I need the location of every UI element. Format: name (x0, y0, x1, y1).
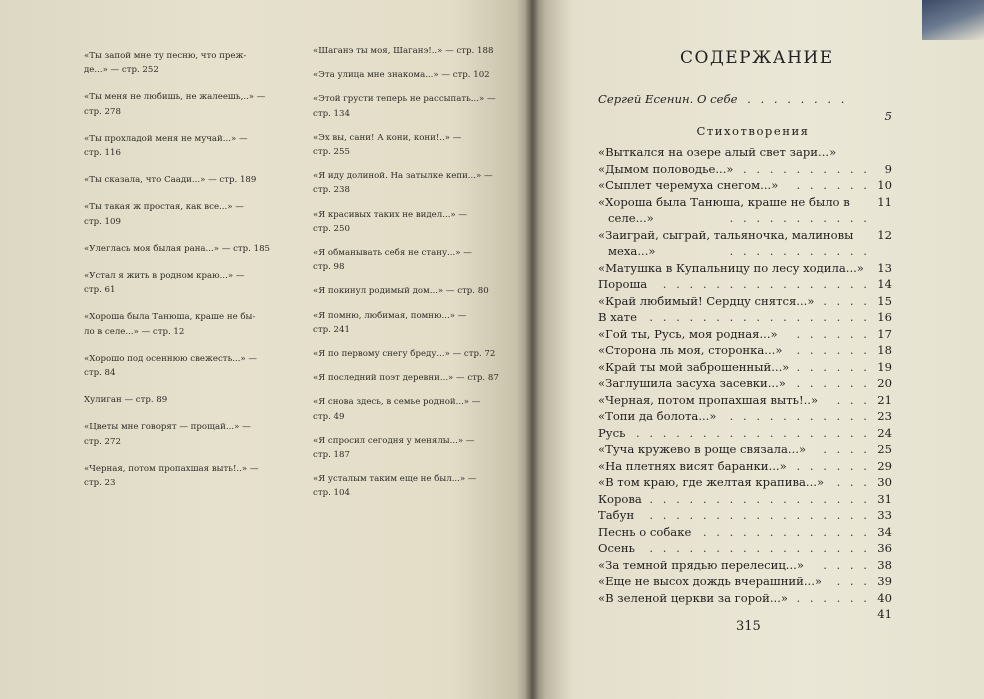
toc-entry-page: 19 (877, 359, 892, 374)
toc-entry-title: «Матушка в Купальницу по лесу ходила...» (598, 260, 864, 275)
toc-author-page: 5 (884, 109, 892, 123)
index-entry (313, 44, 513, 58)
index-entry-line1: «Я последний поэт деревни...» — стр. 87 (313, 373, 499, 384)
toc-entry-title: Корова (598, 491, 642, 506)
toc-entry-dots: . . . . . . (796, 458, 870, 473)
toc-entry-dots: . . . . . . . . . . . . . . . . . (649, 541, 870, 555)
toc-entry-title: «На плетнях висят баранки...» (598, 458, 787, 473)
toc-entry-title: «В зеленой церкви за горой...» (598, 590, 789, 605)
index-entry-line1: «Ты сказала, что Саади...» — стр. 189 (84, 175, 257, 186)
index-entry-line1: «Эта улица мне знакома...» — стр. 102 (313, 70, 490, 81)
index-entry (313, 395, 513, 423)
toc-entry-page: 14 (877, 277, 892, 291)
toc-entry-page: 23 (877, 409, 892, 423)
book-cover-edge (922, 0, 984, 40)
index-entry (84, 462, 276, 490)
toc-entry (598, 408, 894, 425)
toc-entry-title: «Еще не высох дождь вчерашний...» (598, 574, 823, 588)
toc-entry-dots: . . . . . . . . . . . (729, 244, 870, 258)
toc-entry (598, 573, 894, 590)
toc-entry (598, 326, 894, 343)
index-entry-line1: «Шаганэ ты моя, Шаганэ!..» — стр. 188 (313, 46, 494, 56)
toc-entry-dots: . . . . . . (796, 343, 870, 357)
toc-entry-dots: . . . . . . (796, 326, 870, 341)
toc-entry-dots: . . . (836, 392, 870, 407)
toc-entry (598, 260, 894, 277)
toc-entry (598, 458, 894, 475)
toc-entry-title-cont: селе...» (608, 211, 654, 225)
toc-entry-title: Пороша (598, 277, 648, 291)
contents-title: СОДЕРЖАНИЕ (680, 48, 834, 68)
toc-entries (598, 144, 894, 623)
toc-entry (598, 177, 894, 194)
toc-entry-title: «Туча кружево в роще связала...» (598, 442, 807, 456)
index-entry-line1: «Ты меня не любишь, не жалеешь,..» — (84, 92, 266, 103)
index-entry-line1: «Я иду долиной. На затылке кепи...» — (313, 171, 493, 182)
toc-entry-dots: . . . . . . (796, 178, 870, 192)
toc-entry-title: «Дымом половодье...» (598, 161, 734, 176)
toc-entry-page: 18 (877, 343, 892, 357)
toc-entry-page: 39 (877, 574, 892, 588)
index-entry (313, 284, 513, 298)
index-entry-line1: «Я снова здесь, в семье родной...» — (313, 397, 481, 408)
index-entry (84, 90, 276, 118)
toc-entry-page: 15 (877, 293, 892, 308)
index-entry (84, 49, 276, 77)
index-entry-line1: «Я покинул родимый дом...» — стр. 80 (313, 286, 489, 297)
toc-entry-page: 25 (877, 442, 892, 456)
index-entry-line2: стр. 272 (84, 436, 121, 447)
toc-entry (598, 359, 894, 376)
index-entry-line1: «Черная, потом пропахшая выть!..» — (84, 463, 259, 474)
index-entry-line1: «Ты прохладой меня не мучай...» — (84, 133, 248, 144)
toc-entry-title: Осень (598, 541, 635, 555)
table-of-contents (598, 92, 894, 623)
toc-entry-dots: . . . (836, 574, 870, 588)
index-entry (84, 393, 276, 407)
toc-entry-title: «Сыплет черемуха снегом...» (598, 178, 779, 192)
index-entry-line2: стр. 116 (84, 148, 121, 159)
index-entry-line1: «Я спросил сегодня у менялы...» — (313, 435, 475, 446)
toc-author-text: Сергей Есенин. О себе (598, 92, 738, 106)
index-entry (84, 242, 276, 256)
index-entry-line1: «Эх вы, сани! А кони, кони!..» — (313, 132, 462, 143)
toc-entry-title-cont: меха...» (608, 244, 656, 258)
toc-entry (598, 557, 894, 574)
toc-entry-title: «Край ты мой заброшенный...» (598, 359, 790, 374)
toc-entry-title: «Гой ты, Русь, моя родная...» (598, 326, 778, 341)
toc-entry-dots: . . . . . . (796, 376, 870, 390)
index-entry-line1: «Ты запой мне ту песню, что преж- (84, 51, 247, 61)
index-entry-line1: «Устал я жить в родном краю...» — (84, 271, 245, 282)
toc-author-entry (598, 92, 894, 124)
index-entry (313, 208, 513, 236)
toc-entry-page: 21 (877, 392, 892, 407)
index-entry-line1: «Я красивых таких не видел...» — (313, 209, 468, 220)
index-entry-line1: «Хороша была Танюша, краше не бы- (84, 312, 256, 323)
toc-author-dots: . . . . . . . . (747, 92, 848, 106)
toc-entry-title: «Сторона ль моя, сторонка...» (598, 343, 783, 357)
index-entry-line1: «Я усталым таким еще не был...» — (313, 474, 477, 485)
toc-entry-title: Песнь о собаке (598, 524, 692, 539)
toc-entry-title: В хате (598, 310, 637, 324)
index-entry-line2: де...» — стр. 252 (84, 65, 159, 76)
toc-entry-dots: . . . . (823, 293, 870, 308)
toc-entry-dots: . . . . . . . . . . . (729, 211, 870, 225)
index-entry (84, 420, 276, 448)
index-entry-line2: стр. 238 (313, 185, 350, 196)
toc-entry-page: 30 (877, 475, 892, 489)
toc-entry-page: 17 (877, 326, 892, 341)
toc-entry-dots: . . . . . . . . . . . . . . . . . . (636, 425, 870, 440)
index-entry (313, 309, 513, 337)
toc-entry-page: 24 (877, 425, 892, 440)
page-number: 315 (736, 619, 761, 634)
toc-entry-page: 10 (877, 178, 892, 192)
index-entry (84, 200, 276, 228)
toc-entry-title: «Заглушила засуха засевки...» (598, 376, 786, 390)
index-entry (84, 310, 276, 338)
toc-entry-title: «Топи да болота...» (598, 409, 717, 423)
toc-entry-page: 9 (884, 161, 892, 176)
index-entry-line2: стр. 278 (84, 106, 121, 117)
index-entry (84, 173, 276, 187)
toc-entry-dots: . . . . . . . . . . . . . . . . . (649, 508, 870, 522)
toc-entry (598, 392, 894, 409)
toc-entry (598, 144, 894, 161)
index-entry-line2: стр. 134 (313, 108, 350, 119)
toc-entry-title: «Выткался на озере алый свет зари...» (598, 145, 837, 159)
toc-entry-title: «Черная, потом пропахшая выть!..» (598, 392, 819, 407)
toc-entry-dots: . . . . (823, 557, 870, 572)
toc-entry (598, 491, 894, 508)
index-entry-line1: «Я обманывать себя не стану...» — (313, 248, 472, 259)
toc-entry-page: 36 (877, 541, 892, 555)
toc-entry-page: 33 (877, 508, 892, 522)
index-entry (313, 371, 513, 385)
toc-entry-page: 16 (877, 310, 892, 324)
toc-entry-dots: . . . . (823, 442, 870, 456)
toc-entry-page: 41 (877, 607, 892, 621)
index-entry-line2: стр. 255 (313, 147, 350, 158)
toc-entry-page: 29 (877, 458, 892, 473)
index-entry-line2: стр. 250 (313, 223, 350, 234)
index-entry-line1: «Улеглась моя былая рана...» — стр. 185 (84, 243, 271, 254)
index-entry (313, 92, 513, 120)
toc-entry (598, 425, 894, 442)
toc-entry (598, 227, 894, 260)
index-entry-line1: «Этой грусти теперь не рассыпать...» — (313, 94, 496, 105)
toc-entry-page: 31 (877, 491, 892, 506)
index-entry (84, 352, 276, 380)
index-entry-line2: стр. 49 (313, 411, 345, 422)
toc-entry (598, 474, 894, 491)
toc-entry-page: 12 (877, 227, 892, 242)
toc-entry-dots: . . . . . . . . . . . . . (702, 524, 870, 539)
toc-entry (598, 524, 894, 541)
index-entry-line1: «Хорошо под осеннюю свежесть...» — (84, 353, 258, 364)
index-column-1 (84, 49, 276, 503)
index-entry (84, 269, 276, 297)
toc-entry-dots: . . . . . . . . . . (742, 161, 870, 176)
toc-entry-title: Русь (598, 425, 626, 440)
index-entry-line1: «Цветы мне говорят — прощай...» — (84, 422, 251, 433)
toc-entry-title: «В том краю, где желтая крапива...» (598, 475, 825, 489)
index-entry-line1: «Я помню, любимая, помню...» — (313, 310, 467, 321)
toc-entry-page: 34 (877, 524, 892, 539)
index-entry (313, 131, 513, 159)
toc-entry (598, 194, 894, 227)
toc-entry (598, 507, 894, 524)
index-entry-line2: стр. 84 (84, 368, 116, 379)
toc-entry-dots: . . . . . . . . . . . . . . . . . (649, 491, 870, 506)
toc-entry-title: Табун (598, 508, 635, 522)
toc-entry-dots: . . . . . . . . . . . . . . . . . (649, 310, 870, 324)
toc-entry-dots: . . . . . . (796, 590, 870, 605)
toc-entry-page: 38 (877, 557, 892, 572)
index-entry-line2: стр. 61 (84, 285, 116, 296)
index-entry-line2: стр. 187 (313, 450, 350, 461)
index-entry-line2: стр. 241 (313, 324, 350, 335)
toc-entry (598, 441, 894, 458)
index-entry (313, 434, 513, 462)
toc-entry (598, 375, 894, 392)
index-entry (313, 347, 513, 361)
index-entry-line2: стр. 104 (313, 488, 350, 499)
index-entry-line2: стр. 109 (84, 216, 121, 227)
toc-entry-dots: . . . . . . . . . . . . . . . . (662, 277, 870, 291)
book-spine (525, 0, 539, 699)
toc-entry-page: 13 (877, 260, 892, 275)
index-entry-line1: «Ты такая ж простая, как все...» — (84, 202, 244, 213)
index-entry-line1: Хулиган — стр. 89 (84, 395, 168, 406)
toc-entry-page: 11 (877, 194, 892, 209)
index-entry-line2: ло в селе...» — стр. 12 (84, 326, 185, 337)
toc-entry-page: 40 (877, 590, 892, 605)
index-entry-line2: стр. 98 (313, 262, 345, 273)
index-entry (313, 246, 513, 274)
toc-entry-title: «Край любимый! Сердцу снятся...» (598, 293, 815, 308)
index-entry (84, 132, 276, 160)
index-entry-line1: «Я по первому снегу бреду...» — стр. 72 (313, 349, 496, 360)
toc-entry-dots: . . . (836, 475, 870, 489)
toc-section-heading: Стихотворения (696, 124, 810, 138)
index-entry (313, 68, 513, 82)
index-entry (313, 169, 513, 197)
toc-entry (598, 309, 894, 326)
toc-entry-title: «Хороша была Танюша, краше не было в (598, 194, 850, 209)
index-column-2 (313, 44, 513, 511)
toc-entry-title: «Заиграй, сыграй, тальяночка, малиновы (598, 227, 854, 242)
toc-entry (598, 161, 894, 178)
index-entry (313, 472, 513, 500)
toc-entry-dots: . . . . . . . . . . . (729, 409, 870, 423)
toc-entry (598, 276, 894, 293)
toc-entry-dots: . . . . . . (796, 359, 870, 374)
toc-entry-page: 20 (877, 376, 892, 390)
toc-entry (598, 342, 894, 359)
toc-entry-title: «За темной прядью перелесиц...» (598, 557, 804, 572)
index-entry-line2: стр. 23 (84, 478, 116, 489)
toc-entry (598, 293, 894, 310)
toc-entry (598, 540, 894, 557)
toc-entry (598, 590, 894, 607)
